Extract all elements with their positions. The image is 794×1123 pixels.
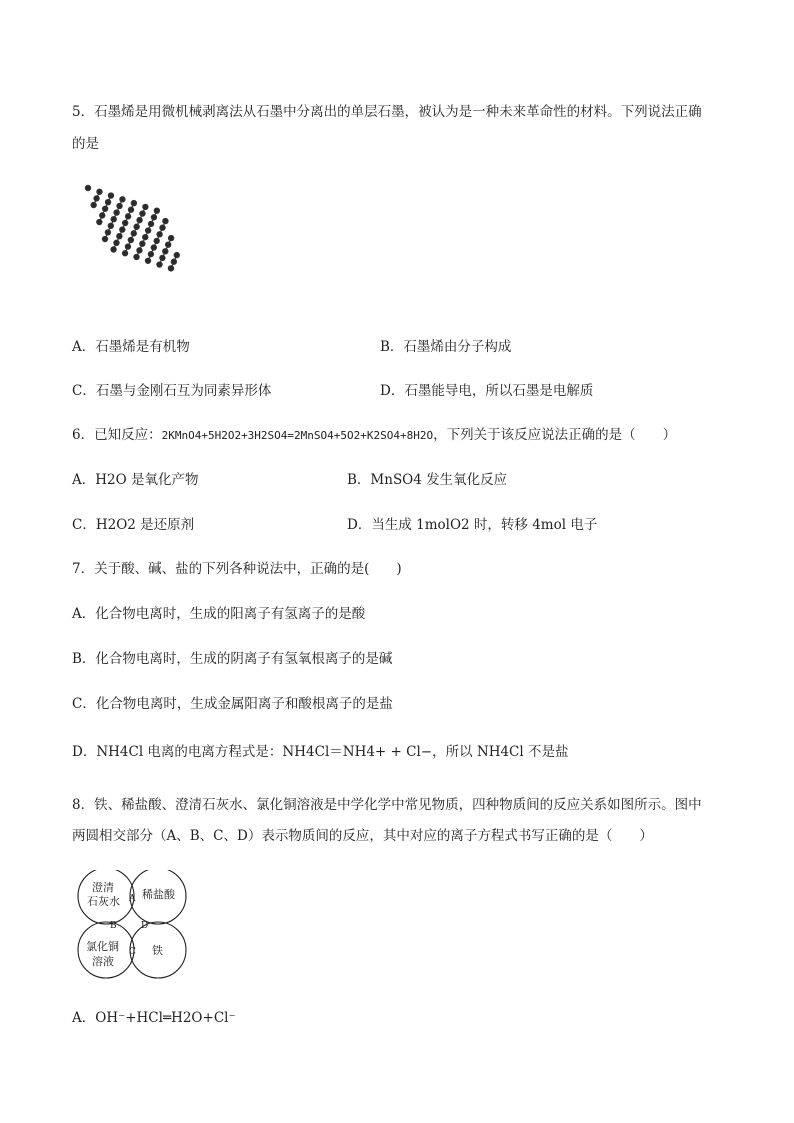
graphene-atom <box>94 196 99 201</box>
graphene-structure-image <box>74 180 186 300</box>
graphene-atom <box>117 234 122 239</box>
graphene-atom <box>105 230 110 235</box>
q6-option-a: A．H2O 是氧化产物 <box>72 472 199 488</box>
q7-option-c: C．化合物电离时，生成金属阳离子和酸根离子的是盐 <box>72 696 393 712</box>
q8-stem-line2: 两圆相交部分（A、B、C、D）表示物质间的反应，其中对应的离子方程式书写正确的是（ ） <box>72 828 653 844</box>
q6-stem-prefix: 6．已知反应： <box>72 427 162 443</box>
graphene-atom <box>111 247 116 252</box>
graphene-atom <box>123 220 128 225</box>
graphene-atom <box>160 255 165 260</box>
q5-option-b: B．石墨烯由分子构成 <box>380 339 512 355</box>
graphene-atom <box>122 251 127 256</box>
graphene-atom <box>154 238 159 243</box>
graphene-atom <box>137 248 142 253</box>
graphene-atom <box>151 245 156 250</box>
graphene-atom <box>157 262 162 267</box>
graphene-atom <box>160 225 165 230</box>
graphene-atom <box>100 213 105 218</box>
label-a: A <box>129 894 136 904</box>
graphene-atom <box>145 258 150 263</box>
graphene-atom <box>143 235 148 240</box>
graphene-atom <box>143 204 148 209</box>
q7-stem: 7．关于酸、碱、盐的下列各种说法中，正确的是( ) <box>72 561 402 577</box>
graphene-atom <box>125 244 130 249</box>
q7-option-b: B．化合物电离时，生成的阴离子有氢氧根离子的是碱 <box>72 651 393 667</box>
graphene-atom <box>97 189 102 194</box>
q5-option-c: C．石墨与金刚石互为同素异形体 <box>72 383 272 399</box>
graphene-atom <box>163 249 168 254</box>
label-d: D <box>141 921 149 931</box>
graphene-atom <box>166 242 171 247</box>
graphene-atom <box>120 227 125 232</box>
graphene-atom <box>85 185 90 190</box>
graphene-atom <box>103 206 108 211</box>
graphene-atom <box>125 214 130 219</box>
graphene-atom <box>91 202 96 207</box>
graphene-atom <box>168 266 173 271</box>
q6-option-b: B．MnSO4 发生氧化反应 <box>347 472 508 488</box>
q6-equation: 2KMnO4+5H2O2+3H2SO4=2MnSO4+5O2+K2SO4+8H2O <box>161 429 434 442</box>
q8-stem-line1: 8．铁、稀盐酸、澄清石灰水、氯化铜溶液是中学化学中常见物质，四种物质间的反应关系如图所示。图中 <box>72 797 702 813</box>
graphene-atom <box>154 208 159 213</box>
graphene-atom <box>131 201 136 206</box>
graphene-atom <box>151 215 156 220</box>
graphene-atom <box>120 197 125 202</box>
q5-option-a: A．石墨烯是有机物 <box>72 339 190 355</box>
graphene-atom <box>171 259 176 264</box>
graphene-atom <box>140 241 145 246</box>
q6-option-c: C．H2O2 是还原剂 <box>72 517 195 533</box>
graphene-atom <box>108 193 113 198</box>
label-hydrochloric-acid: 稀盐酸 <box>142 888 175 901</box>
graphene-atom <box>128 237 133 242</box>
q7-option-a: A．化合物电离时，生成的阳离子有氢离子的是酸 <box>72 606 366 622</box>
graphene-atom <box>140 211 145 216</box>
graphene-atom <box>117 203 122 208</box>
label-copper-chloride-1: 氯化铜 <box>86 940 119 953</box>
q6-stem <box>72 425 676 446</box>
q7-option-d: D．NH4Cl 电离的电离方程式是：NH4Cl＝NH4+ + Cl−，所以 NH4Cl 不是盐 <box>72 744 569 760</box>
graphene-atom <box>174 252 179 257</box>
label-limewater-1: 澄清 <box>92 881 114 894</box>
label-c: C <box>129 947 136 957</box>
label-copper-chloride-2: 溶液 <box>92 955 114 968</box>
graphene-atom <box>134 254 139 259</box>
graphene-atom <box>102 236 107 241</box>
graphene-atom <box>148 221 153 226</box>
graphene-atom <box>108 223 113 228</box>
graphene-atom <box>105 200 110 205</box>
graphene-atom <box>114 210 119 215</box>
q6-stem-suffix: ，下列关于该反应说法正确的是（ ） <box>433 427 677 443</box>
q8-option-a: A．OH⁻+HCl═H2O+Cl⁻ <box>72 1010 236 1026</box>
q5-option-d: D．石墨能导电，所以石墨是电解质 <box>380 383 594 399</box>
graphene-atom <box>146 228 151 233</box>
graphene-atom <box>163 218 168 223</box>
q6-option-d: D．当生成 1molO2 时，转移 4mol 电子 <box>347 517 598 533</box>
graphene-atom <box>157 232 162 237</box>
graphene-atom <box>97 219 102 224</box>
graphene-atom <box>148 252 153 257</box>
graphene-atom <box>168 235 173 240</box>
graphene-atom <box>111 217 116 222</box>
graphene-atom <box>128 207 133 212</box>
graphene-atom <box>134 224 139 229</box>
q5-stem-line2: 的是 <box>72 136 99 152</box>
graphene-atom <box>114 240 119 245</box>
graphene-atom <box>131 231 136 236</box>
label-limewater-2: 石灰水 <box>87 895 120 908</box>
label-b: B <box>110 921 117 931</box>
q5-stem-line1: 5．石墨烯是用微机械剥离法从石墨中分离出的单层石墨，被认为是一种未来革命性的材料。下列说法正确 <box>72 104 702 120</box>
label-iron: 铁 <box>152 944 163 957</box>
graphene-atom <box>137 218 142 223</box>
reaction-circles-diagram <box>70 870 190 980</box>
